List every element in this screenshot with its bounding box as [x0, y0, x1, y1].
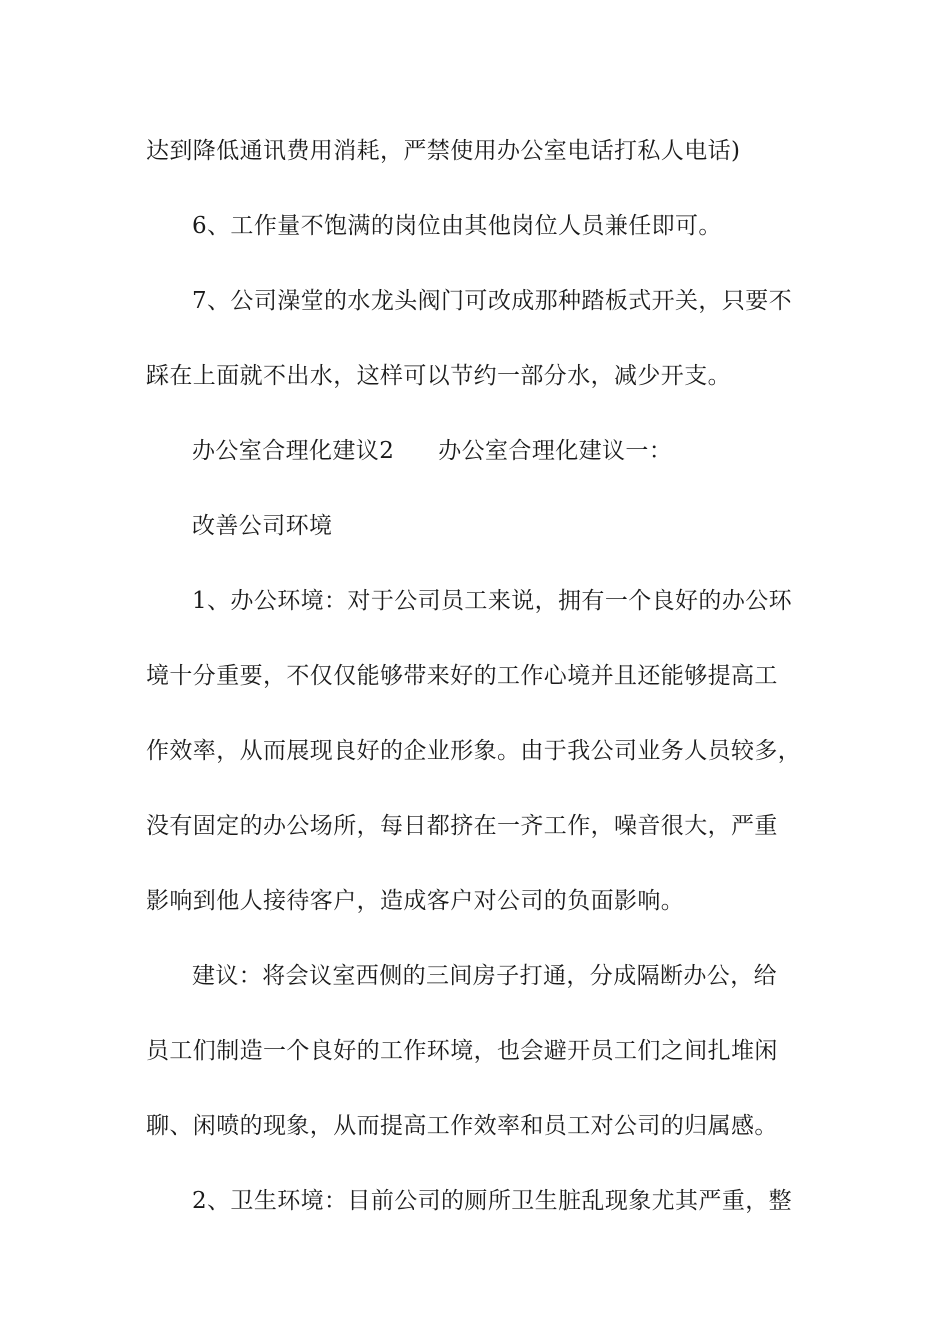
- text-line: 6、工作量不饱满的岗位由其他岗位人员兼任即可。: [192, 213, 722, 239]
- text-line: 影响到他人接待客户，造成客户对公司的负面影响。: [146, 888, 685, 914]
- text-line: 1、办公环境：对于公司员工来说，拥有一个良好的办公环: [192, 588, 793, 614]
- section-heading-line: [192, 436, 672, 466]
- text-line: 没有固定的办公场所，每日都挤在一齐工作，噪音很大，严重: [146, 813, 778, 839]
- text-line: 达到降低通讯费用消耗，严禁使用办公室电话打私人电话): [146, 138, 741, 164]
- text-line: 作效率，从而展现良好的企业形象。由于我公司业务人员较多，: [146, 738, 802, 764]
- text-line: 2、卫生环境：目前公司的厕所卫生脏乱现象尤其严重，整: [192, 1188, 793, 1214]
- section-heading: 办公室合理化建议2: [192, 438, 395, 464]
- text-line: 境十分重要，不仅仅能够带来好的工作心境并且还能够提高工: [146, 663, 778, 689]
- section-subheading: 办公室合理化建议一：: [438, 438, 673, 464]
- text-line: 员工们制造一个良好的工作环境，也会避开员工们之间扎堆闲: [146, 1038, 778, 1064]
- text-line: 建议：将会议室西侧的三间房子打通，分成隔断办公，给: [192, 963, 777, 989]
- text-line: 踩在上面就不出水，这样可以节约一部分水，减少开支。: [146, 363, 731, 389]
- topic-heading: 改善公司环境: [192, 513, 333, 539]
- text-line: 7、公司澡堂的水龙头阀门可改成那种踏板式开关，只要不: [192, 288, 793, 314]
- text-line: 聊、闲喷的现象，从而提高工作效率和员工对公司的归属感。: [146, 1113, 778, 1139]
